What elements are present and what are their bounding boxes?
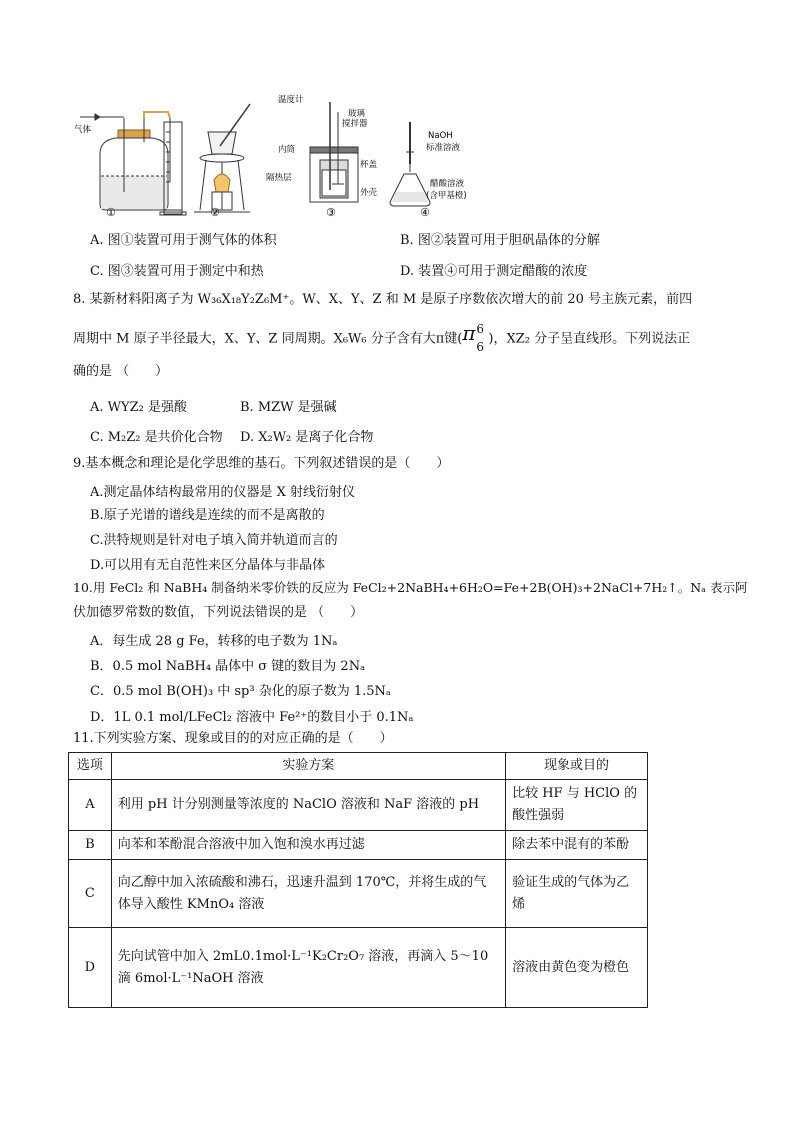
apparatus-figure xyxy=(60,92,480,222)
row-result: 验证生成的气体为乙烯 xyxy=(506,860,648,928)
q10-option-c: C．0.5 mol B(OH)₃ 中 sp³ 杂化的原子数为 1.5Nₐ xyxy=(90,684,391,699)
row-option: A xyxy=(69,780,112,831)
row-plan: 利用 pH 计分别测量等浓度的 NaClO 溶液和 NaF 溶液的 pH xyxy=(111,780,505,831)
q10-option-d: D．1L 0.1 mol/LFeCl₂ 溶液中 Fe²⁺的数目小于 0.1Nₐ xyxy=(90,710,414,725)
q9-option-c: C.洪特规则是针对电子填入简并轨道而言的 xyxy=(90,533,338,548)
caption-2: ② xyxy=(210,206,220,219)
row-plan: 先向试管中加入 2mL0.1mol·L⁻¹K₂Cr₂O₇ 溶液，再滴入 5～10 滴 6mol·L⁻¹NaOH 溶液 xyxy=(111,928,505,1008)
row-plan: 向乙醇中加入浓硫酸和沸石，迅速升温到 170℃，并将生成的气体导入酸性 KMnO₄ 溶液 xyxy=(111,860,505,928)
table-row xyxy=(69,928,648,1008)
q7-option-d: D. 装置④可用于测定醋酸的浓度 xyxy=(400,264,588,279)
row-option: D xyxy=(69,928,112,1008)
stirrer-label-2: 搅拌器 xyxy=(342,119,368,129)
row-result: 比较 HF 与 HClO 的酸性强弱 xyxy=(506,780,648,831)
header-option: 选项 xyxy=(69,753,112,780)
q8-option-a: A. WYZ₂ 是强酸 xyxy=(90,400,187,415)
caption-4: ④ xyxy=(420,206,430,219)
row-plan: 向苯和苯酚混合溶液中加入饱和溴水再过滤 xyxy=(111,831,505,860)
pi-bond-symbol: π 6 6 xyxy=(462,321,485,354)
row-result: 溶液由黄色变为橙色 xyxy=(506,928,648,1008)
table-row xyxy=(69,780,648,831)
caption-3: ③ xyxy=(326,206,336,219)
q9-option-a: A.测定晶体结构最常用的仪器是 X 射线衍射仪 xyxy=(90,485,356,500)
table-header-row xyxy=(69,753,648,780)
inner-cup-label: 内筒 xyxy=(278,145,296,155)
table-row xyxy=(69,860,648,928)
q7-option-c: C. 图③装置可用于测定中和热 xyxy=(90,264,264,279)
q8-stem-line3: 确的是 （ ） xyxy=(73,364,169,379)
table-row xyxy=(69,831,648,860)
q11-stem: 11.下列实验方案、现象或目的的对应正确的是（ ） xyxy=(73,731,393,746)
apparatus-4-titration xyxy=(390,122,430,206)
q10-stem-line1: 10.用 FeCl₂ 和 NaBH₄ 制备纳米零价铁的反应为 FeCl₂+2NaBH₄+6H₂O=Fe+2B(OH)₃+2NaCl+7H₂↑。Nₐ 表示阿 xyxy=(73,580,748,595)
q8-stem-line1: 8. 某新材料阳离子为 W₃₆X₁₈Y₂Z₆M⁺。W、X、Y、Z 和 M 是原子序数依次增大的前 20 号主族元素，前四 xyxy=(73,292,693,307)
thermometer-label: 温度计 xyxy=(278,95,304,105)
apparatus-1-gas-volume xyxy=(80,112,186,215)
gas-label: 气体 xyxy=(74,125,92,135)
q8-option-b: B. MZW 是强碱 xyxy=(240,400,337,415)
q10-stem-line2: 伏加德罗常数的数值，下列说法错误的是 （ ） xyxy=(73,605,364,620)
q8-option-d: D. X₂W₂ 是离子化合物 xyxy=(240,430,374,445)
naoh-label-2: 标准溶液 xyxy=(426,143,461,153)
header-result: 现象或目的 xyxy=(506,753,648,780)
q7-option-a: A. 图①装置可用于测气体的体积 xyxy=(90,233,277,248)
q10-option-b: B．0.5 mol NaBH₄ 晶体中 σ 键的数目为 2Nₐ xyxy=(90,659,366,674)
acetic-label-2: (含甲基橙) xyxy=(426,191,467,201)
apparatus-2-crucible xyxy=(194,104,250,212)
header-plan: 实验方案 xyxy=(111,753,505,780)
acetic-label-1: 醋酸溶液 xyxy=(430,179,465,189)
q9-option-b: B.原子光谱的谱线是连续的而不是离散的 xyxy=(90,508,325,523)
q8-stem-line2: 周期中 M 原子半径最大，X、Y、Z 同周期。X₆W₆ 分子含有大π键( π 6 6 )，XZ₂ 分子呈直线形。下列说法正 xyxy=(73,321,691,354)
lid-label: 杯盖 xyxy=(360,160,378,170)
q9-option-d: D.可以用有无自范性来区分晶体与非晶体 xyxy=(90,558,326,573)
stirrer-label-1: 玻璃 xyxy=(348,109,366,119)
row-result: 除去苯中混有的苯酚 xyxy=(506,831,648,860)
q9-stem: 9.基本概念和理论是化学思维的基石。下列叙述错误的是（ ） xyxy=(73,456,450,471)
q10-option-a: A．每生成 28 g Fe，转移的电子数为 1Nₐ xyxy=(90,634,338,649)
q8-option-c: C. M₂Z₂ 是共价化合物 xyxy=(90,430,223,445)
insulation-label: 隔热层 xyxy=(266,173,292,183)
row-option: C xyxy=(69,860,112,928)
caption-1: ① xyxy=(106,206,116,219)
naoh-label-1: NaOH xyxy=(428,131,453,141)
experiment-table xyxy=(68,752,648,1008)
q7-option-b: B. 图②装置可用于胆矾晶体的分解 xyxy=(400,233,600,248)
row-option: B xyxy=(69,831,112,860)
shell-label: 外壳 xyxy=(360,188,378,198)
